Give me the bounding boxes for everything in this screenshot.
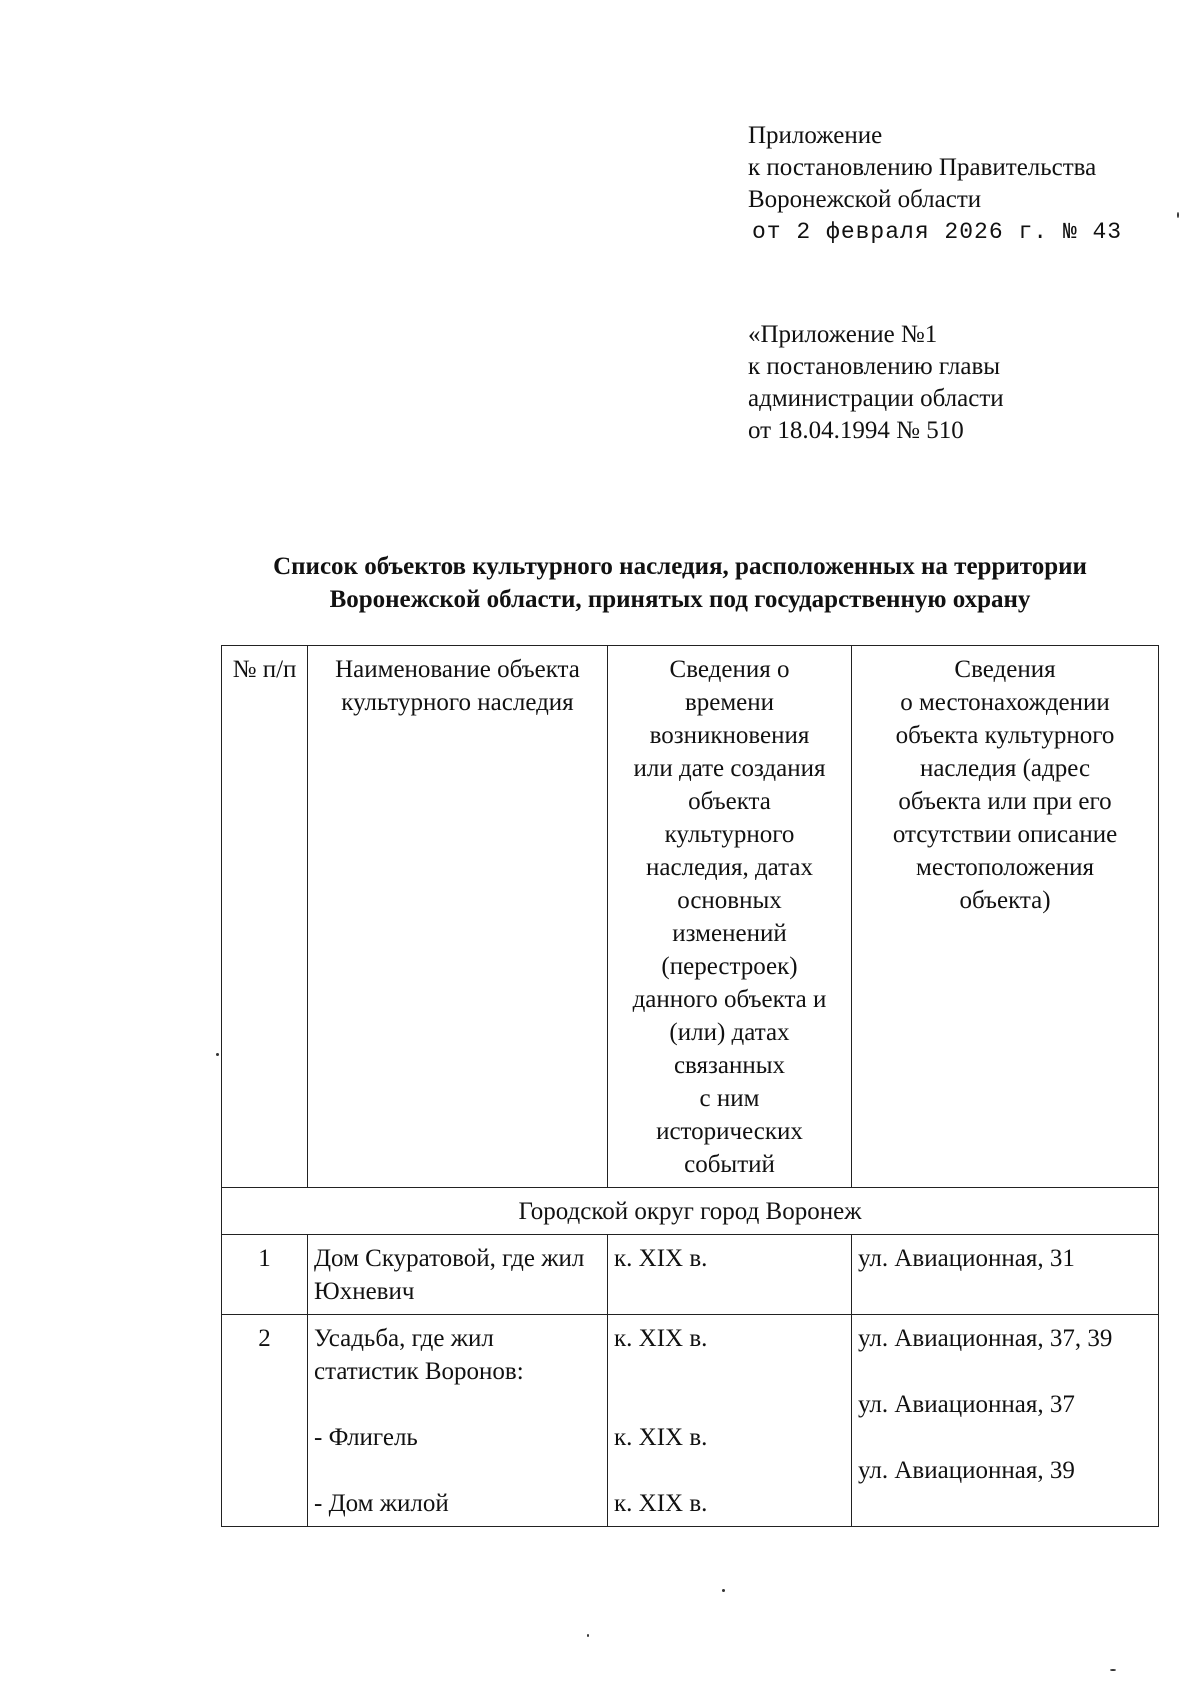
scan-speck — [1177, 212, 1179, 218]
prior-appendix-line: администрации области — [748, 385, 1004, 412]
object-address-group — [852, 1315, 1159, 1527]
prior-appendix-line: «Приложение №1 — [748, 321, 938, 348]
scan-speck — [722, 1589, 725, 1592]
appendix-date-number: от 2 февраля 2026 г. № 43 — [752, 219, 1123, 245]
table-row — [222, 1315, 1159, 1527]
document-title-line: Воронежской области, принятых под государственную охрану — [329, 586, 1031, 613]
header-date-info: Сведения о времени возникновения или дате создания объекта культурного наследия, датах основных изменений (перестроек) данного объекта и (или) датах связанных с ним исторических событий — [608, 646, 852, 1188]
prior-appendix-header — [748, 319, 1004, 447]
header-location-info: Сведения о местонахождении объекта культурного наследия (адрес объекта или при его отсутствии описание местоположения объекта) — [852, 646, 1159, 1188]
appendix-line: к постановлению Правительства — [748, 154, 1097, 181]
sub-object-address: ул. Авиационная, 37 — [858, 1391, 1075, 1418]
document-title — [200, 550, 1160, 616]
object-name-group — [308, 1315, 608, 1527]
prior-appendix-line: к постановлению главы — [748, 353, 1001, 380]
object-date: к. XIX в. — [614, 1325, 708, 1352]
object-date: к. XIX в. — [608, 1235, 852, 1315]
prior-appendix-line: от 18.04.1994 № 510 — [748, 417, 964, 444]
heritage-objects-table — [221, 645, 1159, 1527]
sub-object-date: к. XIX в. — [614, 1490, 708, 1517]
scan-speck — [1110, 1669, 1116, 1671]
sub-object-address: ул. Авиационная, 39 — [858, 1457, 1075, 1484]
appendix-line: Приложение — [748, 122, 883, 149]
object-address: ул. Авиационная, 31 — [852, 1235, 1159, 1315]
table-row — [222, 1235, 1159, 1315]
document-title-line: Список объектов культурного наследия, расположенных на территории — [273, 553, 1087, 580]
sub-object-date: к. XIX в. — [614, 1424, 708, 1451]
header-number: № п/п — [222, 646, 308, 1188]
row-number: 1 — [222, 1235, 308, 1315]
object-date-group — [608, 1315, 852, 1527]
object-address: ул. Авиационная, 37, 39 — [858, 1325, 1113, 1352]
section-title: Городской округ город Воронеж — [222, 1188, 1159, 1235]
section-row — [222, 1188, 1159, 1235]
appendix-header — [748, 120, 1122, 248]
object-name: Дом Скуратовой, где жил Юхневич — [308, 1235, 608, 1315]
row-number: 2 — [222, 1315, 308, 1527]
scan-speck — [216, 1053, 219, 1056]
table-header-row — [222, 646, 1159, 1188]
sub-object-name: - Дом жилой — [314, 1490, 449, 1517]
object-name: Усадьба, где жил статистик Воронов: — [314, 1325, 524, 1385]
header-object-name: Наименование объекта культурного наследия — [308, 646, 608, 1188]
sub-object-name: - Флигель — [314, 1424, 418, 1451]
appendix-line: Воронежской области — [748, 186, 982, 213]
scan-speck — [587, 1634, 589, 1637]
